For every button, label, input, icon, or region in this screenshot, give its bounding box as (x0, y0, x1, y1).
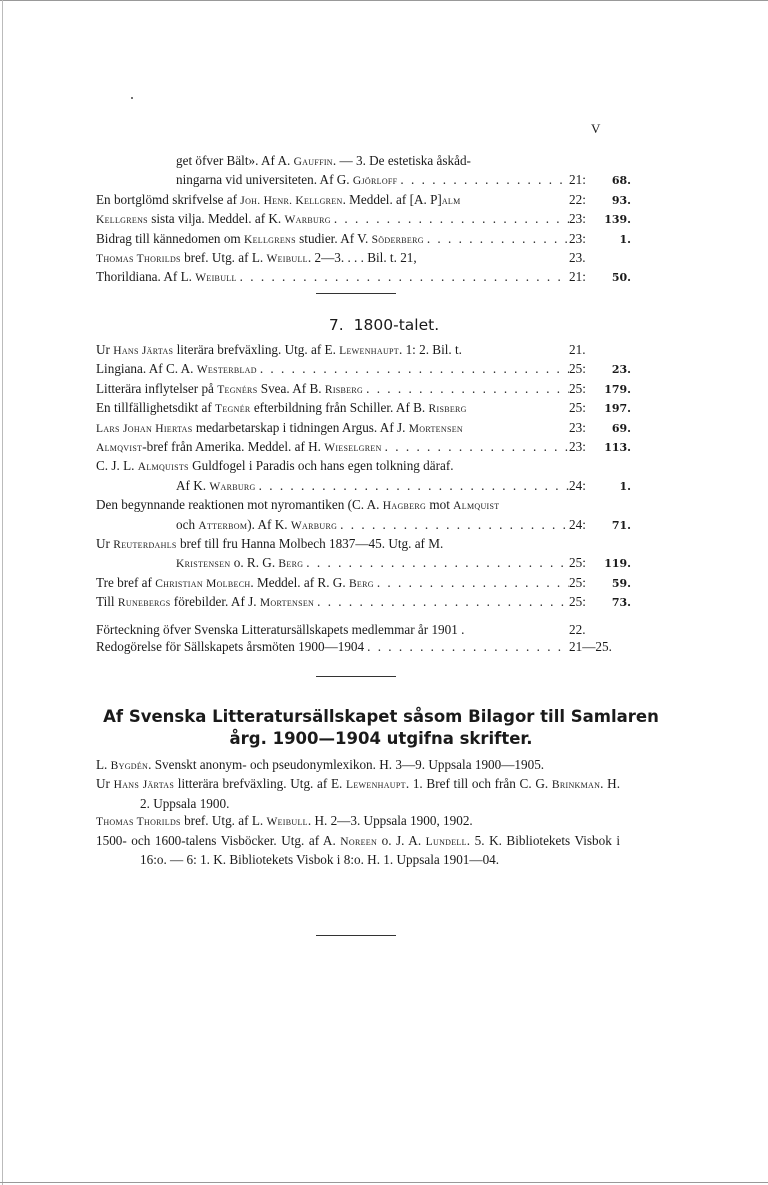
entry-text: Litterära inflytelser på (96, 380, 218, 396)
entry-text: En bortglömd skrifvelse af (96, 191, 241, 207)
toc-entry (96, 574, 631, 593)
entry-text: o. R. G. (230, 555, 279, 571)
entry-text: . Svenskt anonym- och pseudonymlexikon. H. 3—9. Uppsala 1900—1905. (148, 757, 545, 772)
dot-leader (364, 638, 569, 655)
entry-text: . — 3. De estetiska åskåd- (332, 153, 471, 168)
scan-border-top (0, 0, 768, 1)
author-name: Berg (278, 558, 304, 571)
toc-entry-title (96, 210, 331, 229)
entry-text: mot (426, 497, 454, 513)
entry-text: Tre bref af (96, 574, 156, 590)
author-name: Mortensen (259, 597, 315, 610)
dot-leader (424, 230, 569, 247)
entry-text: ningarna vid universiteten. Af G. (176, 172, 353, 188)
supplement-heading (96, 706, 666, 750)
author-name: Berg (348, 577, 374, 590)
volume-number: 21: (569, 269, 586, 285)
bibliography-entry (96, 775, 620, 812)
author-name: Almquist (453, 500, 500, 513)
page-ref: 59. (611, 576, 631, 590)
entry-text: . 2—3. . . . Bil. t. 21, (307, 250, 417, 266)
entry-text: bref. Utg. af L. (180, 250, 267, 266)
page-ref: 23. (611, 363, 631, 377)
author-name: Gauffin (293, 156, 333, 168)
dot-leader (303, 554, 569, 571)
toc-entry-title (96, 419, 463, 438)
toc-entry (96, 249, 631, 268)
author-name: Warburg (290, 519, 338, 532)
section-number: 7. (328, 316, 344, 334)
page-ref: 68. (611, 174, 631, 188)
author-name: Risberg (428, 403, 467, 416)
entry-text: . Meddel. af [A. P] (342, 191, 442, 207)
author-name: Hans Järtas (113, 779, 175, 792)
toc-entry-title (176, 516, 337, 535)
toc-entry (96, 438, 631, 457)
entry-text: Guldfogel i Paradis och hans egen tolkning däraf. (188, 458, 454, 474)
page-ref: 69. (611, 421, 631, 435)
toc-entry (96, 360, 631, 379)
entry-text: . H. 2—3. Uppsala 1900, 1902. (307, 813, 473, 829)
dot-leader (237, 268, 569, 285)
dot-leader (397, 171, 569, 188)
volume-number: 25: (569, 400, 586, 416)
entry-text: get öfver Bält». Af A. (176, 153, 294, 168)
dot-leader (257, 360, 569, 377)
entry-text: Svea. Af B. (257, 380, 325, 396)
volume-number: 22. (569, 622, 586, 637)
author-name: Weibull (266, 253, 308, 266)
author-name: Brinkman (551, 779, 601, 792)
entry-text: . 1. Bref till och från C. G. (405, 776, 552, 792)
supplement-list (96, 756, 620, 868)
author-name: Tegnér (215, 403, 251, 416)
toc-entry (96, 535, 631, 554)
volume-number: 23: (569, 211, 586, 227)
author-name: Lewenhaupt (339, 345, 399, 357)
volume-number: 23: (569, 419, 586, 435)
toc-entry (96, 419, 631, 438)
toc-entry-title (176, 171, 397, 190)
entry-text: . Meddel. af R. G. (250, 574, 349, 590)
volume-number: 24: (569, 477, 586, 493)
toc-entry (96, 554, 631, 573)
volume-number: 25: (569, 574, 586, 590)
volume-number: 23: (569, 230, 586, 246)
page-ref: 73. (611, 596, 631, 610)
author-name: Kellgrens (243, 233, 296, 246)
entry-text: förebilder. Af J. (170, 594, 260, 610)
author-name: Kellgrens (96, 214, 148, 227)
volume-number: 23: (569, 439, 586, 455)
author-name: alm (441, 194, 461, 207)
entry-text: . 1: 2. Bil. t. (398, 342, 462, 357)
toc-entry (96, 341, 631, 360)
dot-leader (337, 516, 569, 533)
author-name: Warburg (284, 214, 331, 227)
entry-text: Förteckning öfver Svenska Litteratursällskapets medlemmar år 1901 . (96, 622, 465, 637)
scan-border-left (2, 0, 3, 1185)
entry-text: En tillfällighetsdikt af (96, 400, 216, 416)
toc-entry-title (96, 593, 314, 612)
entry-text: ). Af K. (247, 516, 291, 532)
page-ref: 197. (604, 402, 631, 416)
divider (316, 935, 396, 936)
author-name: Söderberg (371, 233, 424, 246)
author-name: Lundell (425, 835, 467, 848)
toc-entry (96, 477, 631, 496)
author-name: Gjörloff (352, 175, 398, 188)
entry-text: Ur (96, 536, 114, 552)
toc-entry (96, 230, 631, 249)
entry-text: Till (96, 594, 118, 610)
volume-number: 25: (569, 380, 586, 396)
toc-entry (96, 191, 631, 210)
entry-text: och (176, 516, 199, 532)
toc-entry-title (96, 535, 443, 554)
entry-text: Bidrag till kännedomen om (96, 230, 244, 246)
dot-leader (363, 380, 569, 397)
supplement-heading-line2: årg. 1900—1904 utgifna skrifter. (229, 729, 533, 748)
page-number: V (591, 121, 601, 136)
author-name: Kristensen (176, 558, 231, 571)
entry-text: Af K. (176, 477, 210, 493)
dot-leader (374, 574, 569, 591)
volume-number: 24: (569, 516, 586, 532)
toc-entry (96, 593, 631, 612)
author-name: Thomas Thorilds (96, 816, 181, 829)
toc-entry (96, 171, 631, 190)
toc-entry (96, 496, 631, 515)
entry-text: . H. 2. Uppsala 1900. (140, 776, 620, 811)
author-name: Joh. Henr. Kellgren (240, 194, 343, 207)
author-name: Almquists (137, 461, 189, 474)
bibliography-entry (96, 756, 620, 775)
author-name: Thomas Thorilds (96, 253, 181, 266)
entry-text: Den begynnande reaktionen mot nyromantiken (C. A. (96, 497, 383, 513)
dot-leader (256, 477, 569, 494)
volume-number: 23. (569, 250, 586, 266)
divider (316, 293, 396, 294)
page-ref: 113. (604, 441, 631, 455)
toc-entry-title (96, 496, 499, 515)
toc-section-6-continued (96, 152, 631, 288)
toc-entry-title (96, 268, 237, 287)
toc-entry-title (176, 477, 256, 496)
dot-leader (314, 593, 569, 610)
author-name: Warburg (209, 480, 256, 493)
volume-number: 21: (569, 172, 586, 188)
page-ref: 119. (604, 557, 631, 571)
entry-text: L. (96, 757, 111, 772)
volume-number: 21. (569, 342, 586, 357)
entry-text: efterbildning från Schiller. Af B. (250, 400, 429, 416)
toc-entry-title (96, 438, 382, 457)
toc-entry (96, 210, 631, 229)
author-name: Runebergs (117, 597, 171, 610)
toc-entry (96, 457, 631, 476)
entry-text: medarbetarskap i tidningen Argus. Af J. (192, 419, 409, 435)
author-name: Bygdén (110, 760, 149, 772)
author-name: Hans Järtas (113, 345, 174, 357)
author-name: Reuterdahls (113, 539, 177, 552)
entry-text: o. J. A. (377, 832, 426, 848)
toc-entry-title (176, 152, 471, 171)
author-name: Noreen (340, 835, 378, 848)
author-name: Risberg (324, 383, 364, 396)
toc-entry-title (96, 230, 424, 249)
section-title: 1800-talet. (353, 316, 440, 334)
toc-entry-title (96, 621, 464, 638)
toc-entry-title (96, 457, 454, 476)
author-name: Hagberg (382, 500, 427, 513)
author-name: Tegnérs (217, 383, 258, 396)
volume-number: 25: (569, 361, 586, 377)
entry-text: -bref från Amerika. Meddel. af H. (142, 439, 325, 455)
author-name: Almqvist (96, 442, 143, 455)
toc-entry-title (96, 191, 461, 210)
toc-entry-title (96, 399, 467, 418)
page-ref: 71. (611, 518, 631, 532)
entry-text: bref till fru Hanna Molbech 1837—45. Utg. af M. (176, 536, 444, 552)
toc-entry (96, 380, 631, 399)
toc-entry-title (96, 380, 363, 399)
volume-number: 25: (569, 555, 586, 571)
toc-section-7 (96, 341, 631, 613)
scan-border-bottom (0, 1182, 768, 1183)
dot-leader (382, 438, 569, 455)
toc-entry-title (96, 249, 417, 268)
entry-text: . 5. K. Bibliotekets Visbok i 16:o. — 6: 1. K. Bibliotekets Visbok i 8:o. H. 1. Uppsala 1901—04. (140, 832, 620, 868)
page-ref: 179. (604, 382, 631, 396)
entry-text: Redogörelse för Sällskapets årsmöten 1900—1904 (96, 639, 365, 655)
author-name: Lars Johan Hiertas (96, 422, 193, 435)
author-name: Christian Molbech (155, 577, 251, 590)
toc-entry (96, 268, 631, 287)
supplement-heading-line1: Af Svenska Litteratursällskapet såsom Bilagor till Samlaren (103, 707, 659, 726)
entry-text: literära brefväxling. Utg. af E. (173, 342, 340, 357)
author-name: Wieselgren (324, 442, 382, 455)
toc-entry (96, 638, 631, 655)
author-name: Weibull (266, 816, 308, 829)
entry-text: sista vilja. Meddel. af K. (147, 211, 285, 227)
entry-text: Ur (96, 342, 114, 357)
toc-entry-title (176, 554, 303, 573)
toc-entry (96, 399, 631, 418)
author-name: Lewenhaupt (346, 779, 406, 792)
entry-text: studier. Af V. (295, 230, 372, 246)
toc-entry-title (96, 360, 257, 379)
toc-entry (96, 152, 631, 171)
divider (316, 676, 396, 677)
toc-entry (96, 621, 631, 638)
author-name: Mortensen (408, 422, 463, 435)
scan-speck (131, 97, 133, 99)
toc-appendix (96, 621, 631, 656)
entry-text: Thorildiana. Af L. (96, 269, 196, 285)
section-heading (0, 316, 768, 334)
dot-leader (331, 210, 569, 227)
entry-text: Lingiana. Af C. A. (96, 361, 197, 377)
page-ref: 1. (619, 232, 631, 246)
author-name: Atterbom (198, 519, 248, 532)
volume-number: 21—25. (569, 639, 612, 655)
entry-text: C. J. L. (96, 458, 138, 474)
bibliography-entry (96, 812, 620, 831)
toc-entry (96, 516, 631, 535)
entry-text: bref. Utg. af L. (180, 813, 267, 829)
page-ref: 1. (619, 479, 631, 493)
volume-number: 22: (569, 191, 586, 207)
page-ref: 50. (611, 271, 631, 285)
entry-text: litterära brefväxling. Utg. af E. (174, 776, 347, 792)
author-name: Weibull (195, 272, 237, 285)
volume-number: 25: (569, 594, 586, 610)
toc-entry-title (96, 574, 374, 593)
entry-text: 1500- och 1600-talens Visböcker. Utg. af A. (96, 832, 341, 848)
author-name: Westerblad (196, 364, 257, 377)
toc-entry-title (96, 341, 462, 360)
page-ref: 139. (604, 213, 631, 227)
bibliography-entry (96, 832, 620, 869)
toc-entry-title (96, 638, 364, 655)
page-ref: 93. (611, 193, 631, 207)
entry-text: Ur (96, 776, 114, 792)
